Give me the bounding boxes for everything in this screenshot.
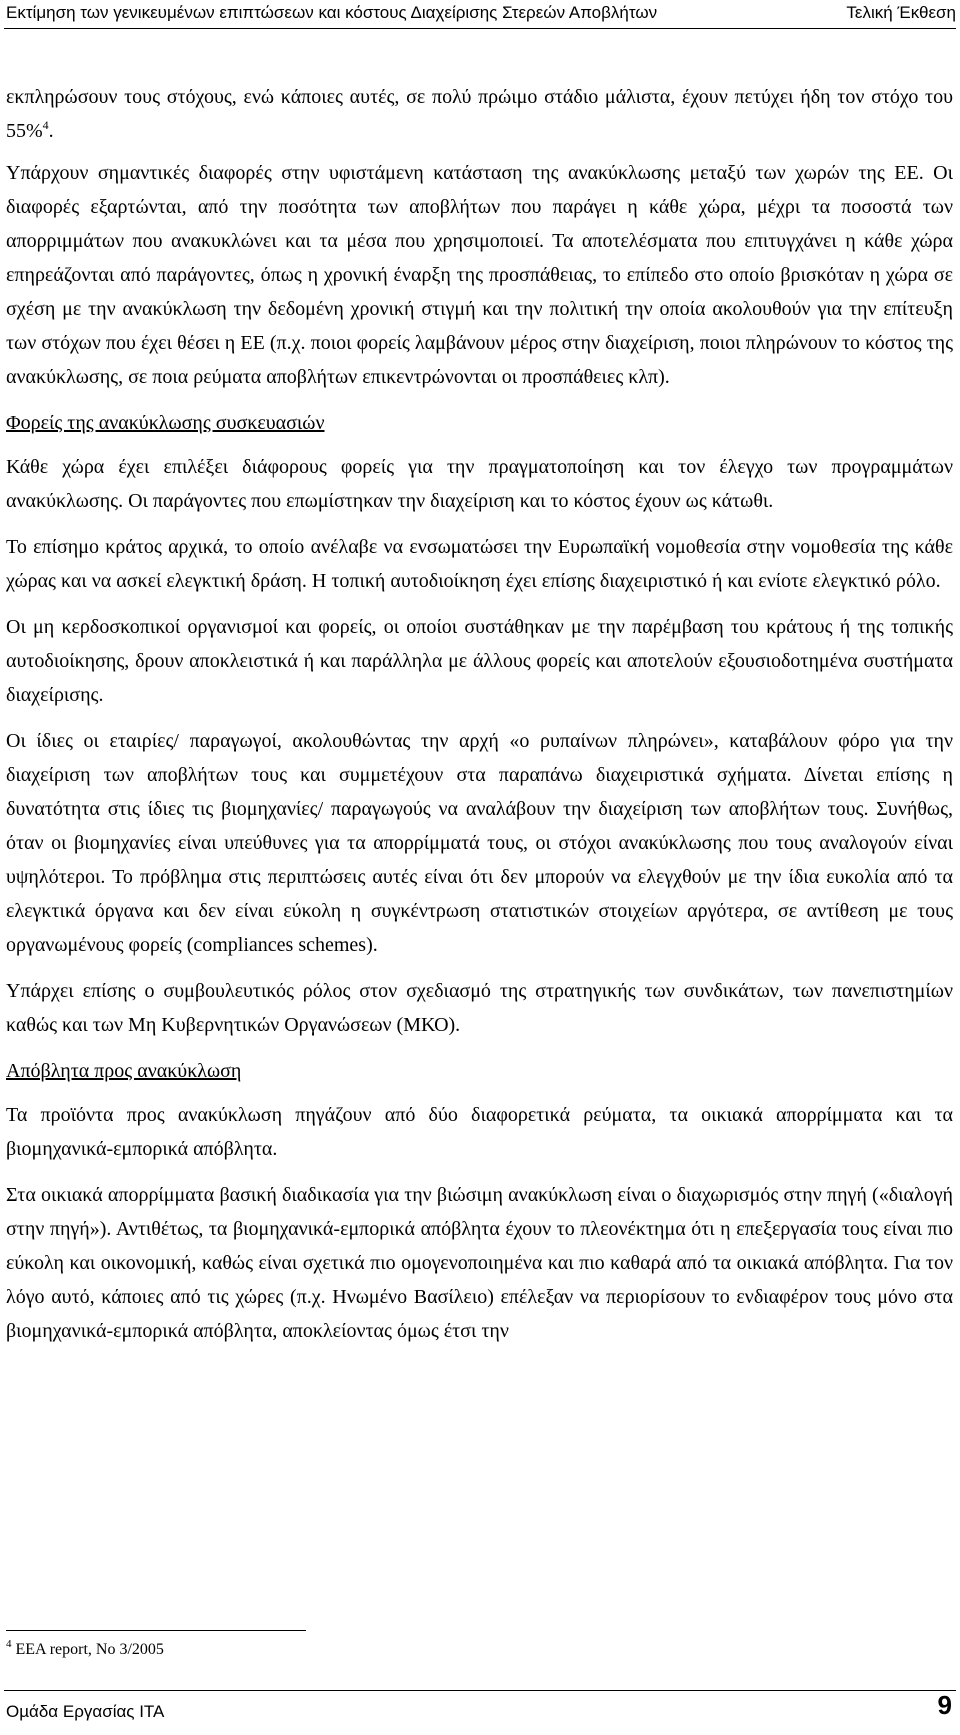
paragraph-recycling-differences: Υπάρχουν σημαντικές διαφορές στην υφιστάμενη κατάσταση της ανακύκλωσης μεταξύ των χωρών της ΕΕ. Οι διαφορές εξαρτώνται, από την ποσότητα των αποβλήτων που παράγει η κάθε χώρα, μέχρι τα ποσοστά των απορριμμάτων που ανακυκλώνει και τα μέσα που χρησιμοποιεί. Τα αποτελέσματα που επιτυγχάνει η κάθε χώρα επηρεάζονται από παράγοντες, όπως η χρονική έναρξη της προσπάθειας, το επίπεδο στο οποίο βρισκόταν η χώρα σε σχέση με την ανακύκλωση την δεδομένη χρονική στιγμή και την πολιτική την οποία ακολουθούν για την επίτευξη των στόχων που έχει θέσει η ΕΕ (π.χ. ποιοι φορείς λαμβάνουν μέρος στην διαχείριση, ποιοι πληρώνουν το κόστος της ανακύκλωσης, σε ποια ρεύματα αποβλήτων επικεντρώνονται οι προσπάθειες κλπ).	[6, 162, 953, 388]
paragraph-end: .	[48, 120, 54, 142]
paragraph-waste-streams: Τα προϊόντα προς ανακύκλωση πηγάζουν από δύο διαφορετικά ρεύματα, τα οικιακά απορρίμματα και τα βιομηχανικά-εμπορικά απόβλητα.	[6, 1104, 953, 1160]
paragraph-text: εκπληρώσουν τους στόχους, ενώ κάποιες αυτές, σε πολύ πρώιμο στάδιο μάλιστα, έχουν πετύχει ήδη τον στόχο του 55%	[6, 86, 953, 142]
paragraph-continuation	[6, 80, 953, 148]
paragraph-bodies-intro: Κάθε χώρα έχει επιλέξει διάφορους φορείς για την πραγματοποίηση και τον έλεγχο των προγραμμάτων ανακύκλωσης. Οι παράγοντες που επωμίστηκαν την διαχείριση και το κόστος έχουν ως κάτωθι.	[6, 456, 953, 512]
document-body	[6, 80, 953, 1360]
section-heading-recyclable-waste: Απόβλητα προς ανακύκλωση	[6, 1060, 242, 1082]
header-report-type: Τελική Έκθεση	[846, 3, 956, 22]
page-header	[0, 0, 960, 28]
footnote-reference[interactable]: 4	[42, 118, 49, 132]
paragraph-state-role: Το επίσημο κράτος αρχικά, το οποίο ανέλαβε να ενσωματώσει την Ευρωπαϊκή νομοθεσία στην νομοθεσία της κάθε χώρας και να ασκεί ελεγκτική δράση. Η τοπική αυτοδιοίκηση έχει επίσης διαχειριστικό ή και ενίοτε ελεγκτικό ρόλο.	[6, 536, 953, 592]
paragraph-advisory-role: Υπάρχει επίσης ο συμβουλευτικός ρόλος στον σχεδιασμό της στρατηγικής των συνδικάτων, των πανεπιστημίων καθώς και των Μη Κυβερνητικών Οργανώσεων (ΜΚΟ).	[6, 980, 953, 1036]
footnote-number: 4	[6, 1638, 12, 1650]
page-number: 9	[937, 1690, 952, 1720]
footer-group-name: Οµάδα Εργασίας ΙΤΑ	[6, 1702, 165, 1721]
footnote	[6, 1638, 164, 1659]
paragraph-companies-producers: Οι ίδιες οι εταιρίες/ παραγωγοί, ακολουθώντας την αρχή «ο ρυπαίνων πληρώνει», καταβάλουν φόρο για την διαχείριση των αποβλήτων τους και συμμετέχουν στα παραπάνω διαχειριστικά σχήματα. Δίνεται επίσης η δυνατότητα στις ίδιες τις βιομηχανίες/ παραγωγούς να αναλάβουν την διαχείριση των αποβλήτων τους. Συνήθως, όταν οι βιομηχανίες είναι υπεύθυνες για τα απορρίμματά τους, οι στόχοι ανακύκλωσης που τους αναλογούν είναι υψηλότεροι. Το πρόβλημα στις περιπτώσεις αυτές είναι ότι δεν μπορούν να ελεγχθούν με την ίδια ευκολία από τα ελεγκτικά όργανα και δεν είναι εύκολη η συγκέντρωση στατιστικών στοιχείων αργότερα, σε αντίθεση με τους οργανωμένους φορείς (compliances schemes).	[6, 730, 953, 956]
paragraph-source-separation: Στα οικιακά απορρίμματα βασική διαδικασία για την βιώσιμη ανακύκλωση είναι ο διαχωρισμός στην πηγή («διαλογή στην πηγή»). Αντιθέτως, τα βιομηχανικά-εμπορικά απόβλητα έχουν το πλεονέκτημα ότι η επεξεργασία τους είναι πιο εύκολη και οικονομική, καθώς είναι σχετικά πιο ομογενοποιημένα και πιο καθαρά από τα οικιακά απόβλητα. Για τον λόγο αυτό, κάποιες από τις χώρες (π.χ. Ηνωμένο Βασίλειο) επέλεξαν να περιορίσουν το ενδιαφέρον τους μόνο στα βιομηχανικά-εμπορικά απόβλητα, αποκλείοντας όμως έτσι την	[6, 1184, 953, 1342]
footer-divider	[4, 1690, 956, 1691]
header-title: Εκτίμηση των γενικευμένων επιπτώσεων και κόστους Διαχείρισης Στερεών Αποβλήτων	[6, 3, 658, 22]
section-heading-packaging-bodies: Φορείς της ανακύκλωσης συσκευασιών	[6, 412, 325, 434]
footnote-divider	[6, 1630, 306, 1631]
footnote-text: EEA report, No 3/2005	[15, 1641, 164, 1658]
paragraph-nonprofit-organizations: Οι μη κερδοσκοπικοί οργανισμοί και φορείς, οι οποίοι συστάθηκαν με την παρέμβαση του κράτους ή της τοπικής αυτοδιοίκησης, δρουν αποκλειστικά ή και παράλληλα με άλλους φορείς και αποτελούν εξουσιοδοτημένα συστήματα διαχείρισης.	[6, 616, 953, 706]
header-divider	[4, 28, 956, 29]
